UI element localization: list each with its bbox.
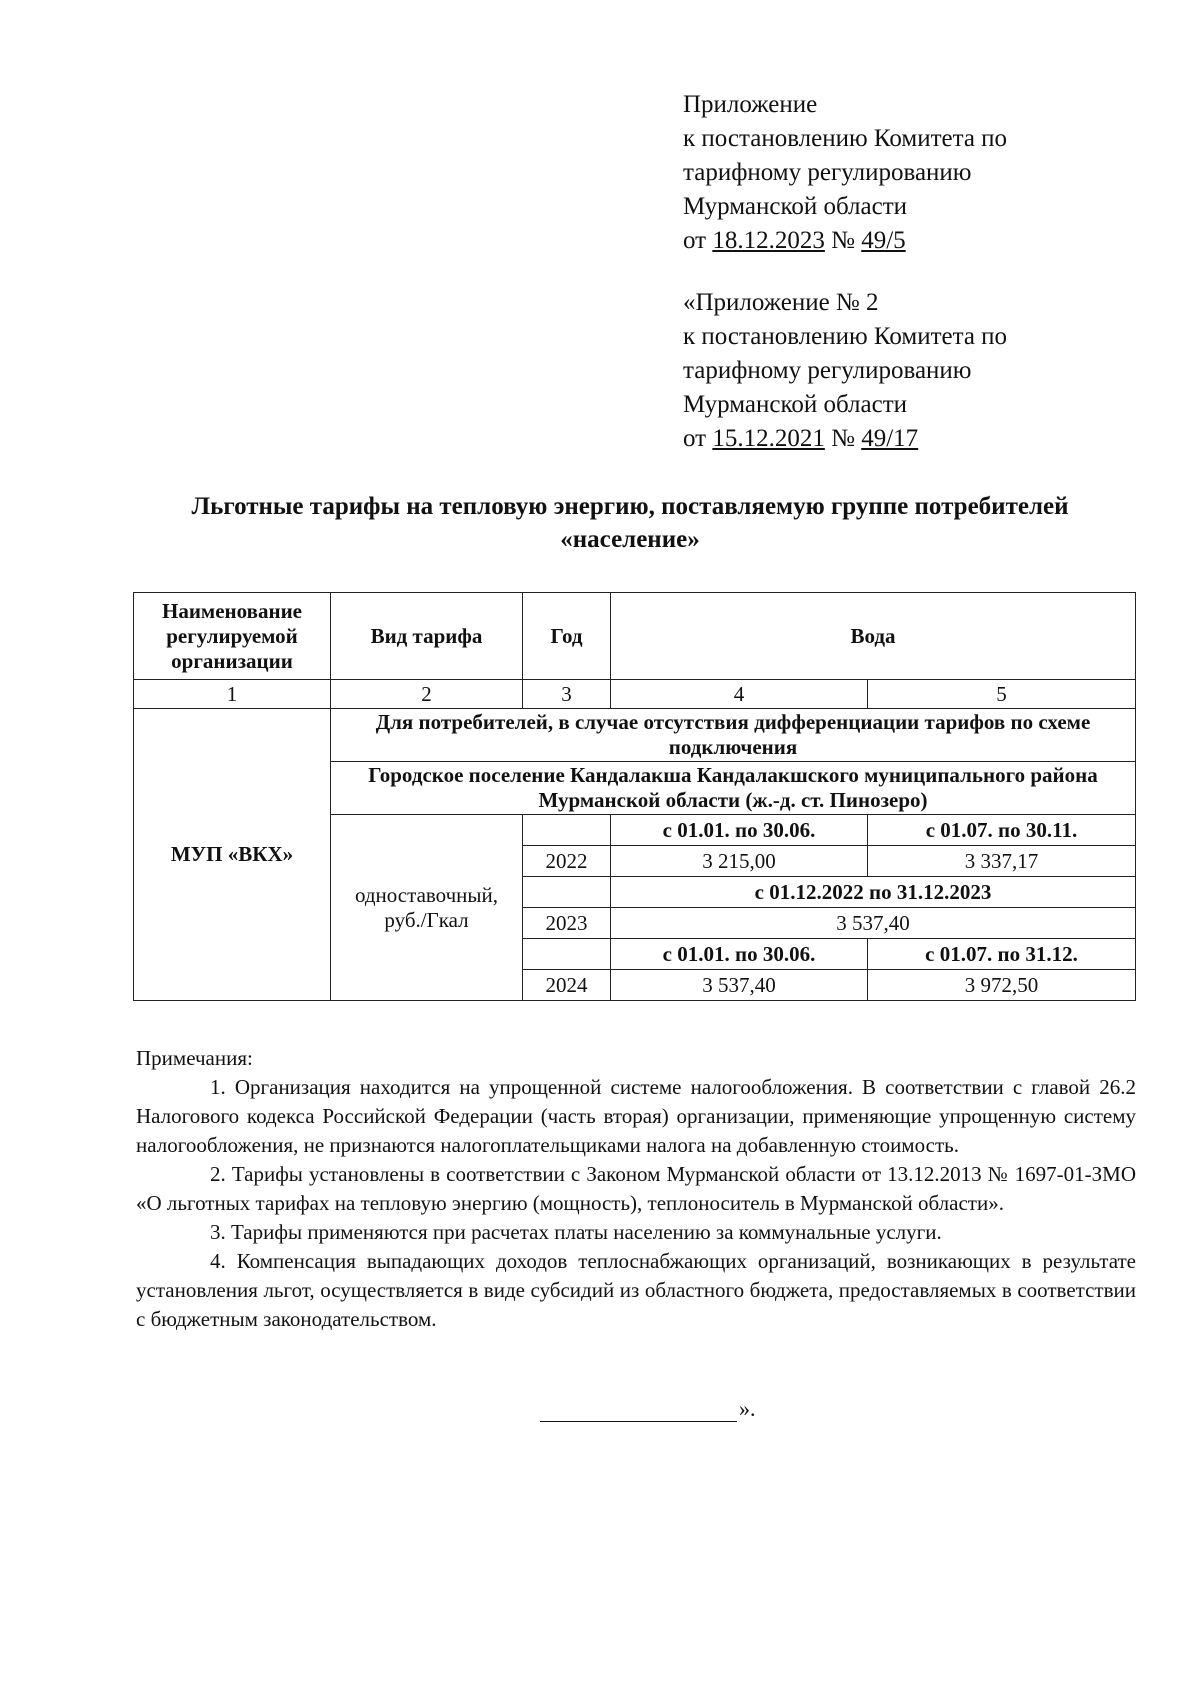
appendix-resolution-line: к постановлению Комитета по xyxy=(683,125,1008,152)
tariff-value: 3 337,17 xyxy=(868,846,1136,877)
tariff-table xyxy=(133,592,1136,1001)
appendix-committee-line: тарифному регулированию xyxy=(683,357,972,384)
year-cell-empty xyxy=(523,877,611,908)
section-settlement: Городское поселение Кандалакша Кандалакшского муниципального района Мурманской области (ж.-д. ст. Пинозеро) xyxy=(331,762,1136,815)
header-water: Вода xyxy=(611,593,1136,680)
column-number: 3 xyxy=(523,680,611,709)
table-header-row xyxy=(134,593,1136,680)
closing-line xyxy=(540,1396,756,1422)
notes-label: Примечания: xyxy=(136,1046,253,1070)
resolution-number: 49/17 xyxy=(861,425,919,452)
tariff-value: 3 972,50 xyxy=(868,970,1136,1001)
section-consumers: Для потребителей, в случае отсутствия дифференциации тарифов по схеме подключения xyxy=(331,709,1136,762)
period-second-half: с 01.07. по 31.12. xyxy=(868,939,1136,970)
appendix-region-line: Мурманской области xyxy=(683,391,908,418)
period-first-half: с 01.01. по 30.06. xyxy=(611,815,868,846)
date-prefix: от xyxy=(683,425,713,452)
period-second-half: с 01.07. по 30.11. xyxy=(868,815,1136,846)
number-sign: № xyxy=(824,425,862,452)
period-full: с 01.12.2022 по 31.12.2023 xyxy=(611,877,1136,908)
appendix-header-current xyxy=(683,88,1007,258)
tariff-value: 3 537,40 xyxy=(611,970,868,1001)
resolution-date: 15.12.2021 xyxy=(712,425,825,452)
year-cell-empty xyxy=(523,815,611,846)
note-item: 4. Компенсация выпадающих доходов теплоснабжающих организаций, возникающих в результате установления льгот, осуществляется в виде субсидий из областного бюджета, предоставляемых в соответствии с бюджетным законодательством. xyxy=(136,1249,1136,1331)
year-cell: 2024 xyxy=(523,970,611,1001)
period-first-half: с 01.01. по 30.06. xyxy=(611,939,868,970)
year-cell: 2022 xyxy=(523,846,611,877)
header-year: Год xyxy=(523,593,611,680)
column-number: 2 xyxy=(331,680,523,709)
number-sign: № xyxy=(824,227,862,254)
document-title: Льготные тарифы на тепловую энергию, поставляемую группе потребителей «население» xyxy=(191,493,1069,553)
organization-name: МУП «ВКХ» xyxy=(134,709,331,1001)
appendix-resolution-line: к постановлению Комитета по xyxy=(683,323,1008,350)
appendix-label: «Приложение № 2 xyxy=(683,289,879,316)
tariff-type-value: одноставочный, руб./Гкал xyxy=(331,815,523,1001)
note-item: 2. Тарифы установлены в соответствии с Законом Мурманской области от 13.12.2013 № 1697-01-ЗМО «О льготных тарифах на тепловую энергию (мощность), теплоноситель в Мурманской области». xyxy=(136,1162,1136,1215)
appendix-region-line: Мурманской области xyxy=(683,193,908,220)
appendix-date-line xyxy=(683,224,1007,258)
year-cell-empty xyxy=(523,939,611,970)
tariff-value: 3 215,00 xyxy=(611,846,868,877)
year-cell: 2023 xyxy=(523,908,611,939)
signature-rule xyxy=(540,1399,737,1422)
tariff-value: 3 537,40 xyxy=(611,908,1136,939)
column-number: 4 xyxy=(611,680,868,709)
column-number: 1 xyxy=(134,680,331,709)
header-organization: Наименование регулируемой организации xyxy=(134,593,331,680)
column-number: 5 xyxy=(868,680,1136,709)
note-item: 3. Тарифы применяются при расчетах платы населению за коммунальные услуги. xyxy=(210,1220,942,1244)
column-number-row xyxy=(134,680,1136,709)
section-row xyxy=(134,709,1136,762)
appendix-committee-line: тарифному регулированию xyxy=(683,159,972,186)
appendix-date-line xyxy=(683,422,1007,456)
date-prefix: от xyxy=(683,227,713,254)
appendix-label: Приложение xyxy=(683,91,818,118)
resolution-number: 49/5 xyxy=(861,227,906,254)
resolution-date: 18.12.2023 xyxy=(712,227,825,254)
header-tariff-type: Вид тарифа xyxy=(331,593,523,680)
note-item: 1. Организация находится на упрощенной системе налогообложения. В соответствии с главой 26.2 Налогового кодекса Российской Федерации (часть вторая) организации, применяющие упрощенную систему налогообложения, не признаются налогоплательщиками налога на добавленную стоимость. xyxy=(136,1075,1136,1157)
appendix-header-original xyxy=(683,286,1007,456)
notes-block xyxy=(136,1044,1136,1334)
closing-quote: ». xyxy=(739,1396,756,1421)
